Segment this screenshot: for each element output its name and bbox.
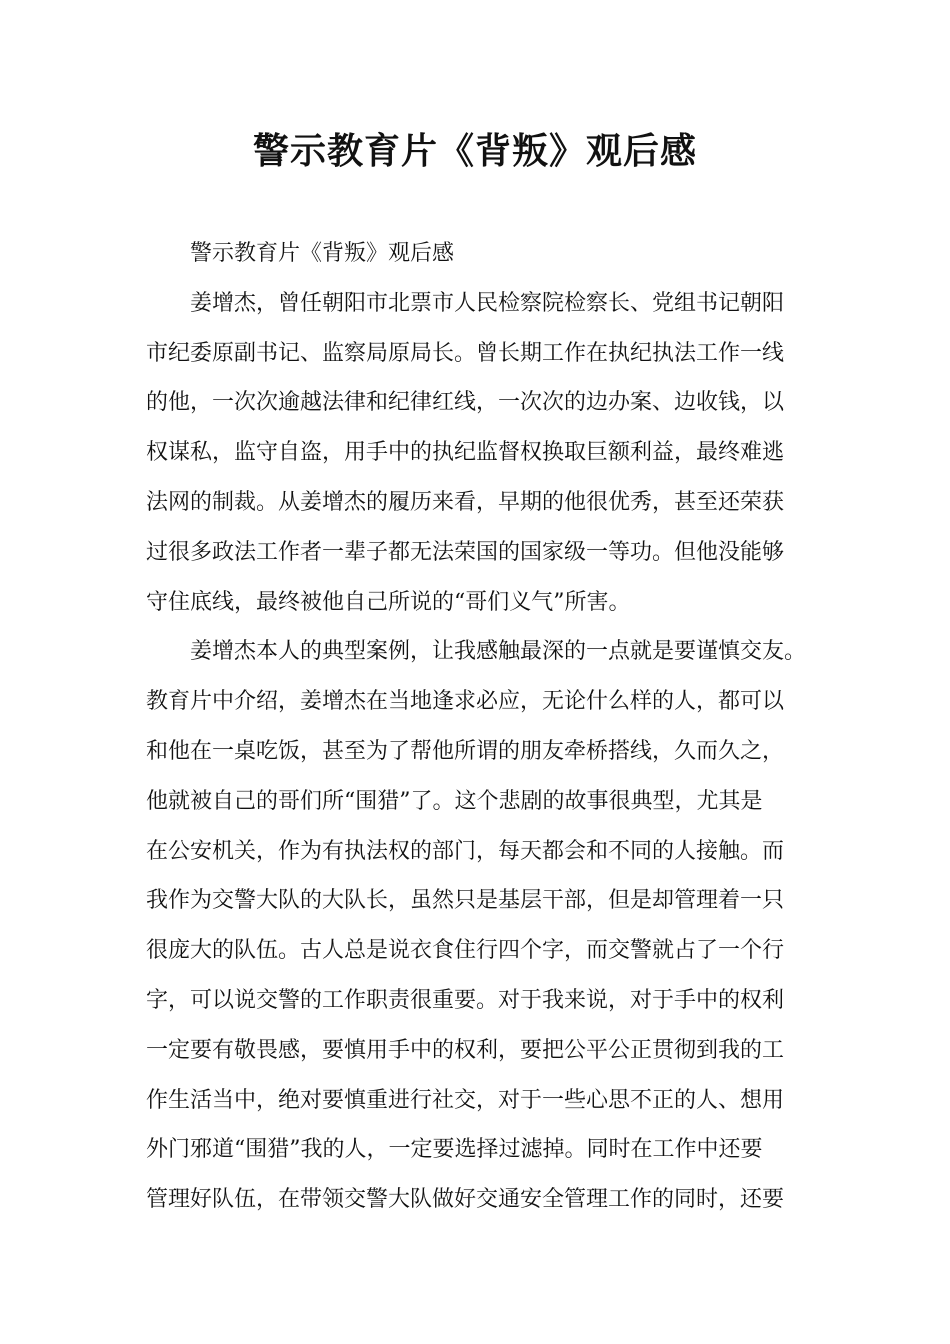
document-title: 警示教育片《背叛》观后感	[252, 131, 697, 172]
text-line: 法网的制裁。从姜增杰的履历来看，早期的他很优秀，甚至还荣获	[146, 489, 785, 515]
text-line: 和他在一桌吃饭，甚至为了帮他所谓的朋友牵桥搭线，久而久之，	[146, 738, 785, 764]
text-line: 市纪委原副书记、监察局原局长。曾长期工作在执纪执法工作一线	[146, 340, 785, 366]
text-line: 教育片中介绍，姜增杰在当地逢求必应，无论什么样的人，都可以	[146, 689, 785, 715]
text-line: 一定要有敬畏感，要慎用手中的权利，要把公平公正贯彻到我的工	[146, 1037, 785, 1063]
text-line: 字，可以说交警的工作职责很重要。对于我来说，对于手中的权利	[146, 987, 785, 1013]
text-line: 我作为交警大队的大队长，虽然只是基层干部，但是却管理着一只	[146, 888, 785, 914]
text-line: 警示教育片《背叛》观后感	[190, 241, 455, 266]
text-line: 过很多政法工作者一辈子都无法荣国的国家级一等功。但他没能够	[146, 539, 785, 565]
text-line: 外门邪道“围猎”我的人，一定要选择过滤掉。同时在工作中还要	[146, 1137, 763, 1163]
document-body	[146, 229, 826, 1225]
text-line: 他就被自己的哥们所“围猎”了。这个悲剧的故事很典型，尤其是	[146, 788, 763, 814]
text-line: 很庞大的队伍。古人总是说衣食住行四个字，而交警就占了一个行	[146, 938, 785, 964]
text-line: 权谋私，监守自盗，用手中的执纪监督权换取巨额利益，最终难逃	[146, 440, 785, 466]
text-line: 守住底线，最终被他自己所说的“哥们义气”所害。	[146, 589, 631, 615]
text-line: 在公安机关，作为有执法权的部门，每天都会和不同的人接触。而	[146, 838, 785, 864]
text-line: 作生活当中，绝对要慎重进行社交，对于一些心思不正的人、想用	[146, 1087, 785, 1113]
text-line: 的他，一次次逾越法律和纪律红线，一次次的边办案、边收钱，以	[146, 390, 785, 416]
text-line: 姜增杰本人的典型案例，让我感触最深的一点就是要谨慎交友。	[190, 639, 807, 665]
text-line: 管理好队伍，在带领交警大队做好交通安全管理工作的同时，还要	[146, 1187, 785, 1213]
text-line: 姜增杰，曾任朝阳市北票市人民检察院检察长、党组书记朝阳	[190, 290, 785, 316]
